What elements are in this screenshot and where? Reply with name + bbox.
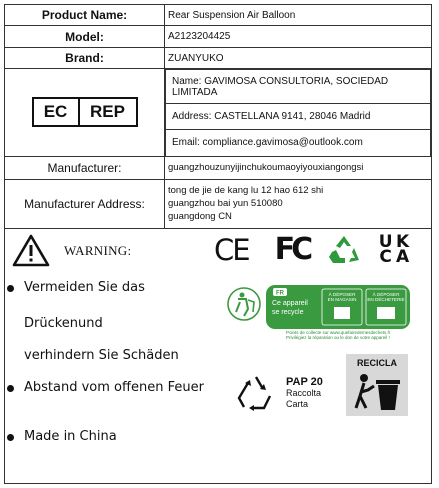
brand-value: ZUANYUKO (165, 48, 432, 69)
recicla-mark (346, 354, 408, 416)
warning-line-1: Vermeiden Sie das (24, 280, 145, 295)
manufacturer-address-label: Manufacturer Address: (5, 179, 165, 228)
ce-mark: CE (214, 232, 249, 267)
address-line: guangzhou bai yun 510080 (168, 198, 283, 209)
triman-box2-line1: À DÉPOSER (372, 292, 400, 297)
ukca-letter: C (379, 246, 392, 267)
rep-name: Name: GAVIMOSA CONSULTORIA, SOCIEDAD LIMITADA (166, 70, 431, 104)
product-name-label: Product Name: (5, 5, 165, 26)
triman-text-2: se recycle (272, 309, 304, 316)
ec-rep-cell (5, 69, 165, 157)
manufacturer-address-value (165, 179, 432, 228)
model-label: Model: (5, 26, 165, 48)
product-name-value: Rear Suspension Air Balloon (165, 5, 432, 26)
brand-label: Brand: (5, 48, 165, 69)
model-value: A2123204425 (165, 26, 432, 48)
bullet (7, 285, 14, 292)
pap20-mark (236, 374, 323, 412)
ukca-letter: U (378, 231, 393, 252)
triman-fr: FR (276, 290, 284, 297)
manufacturer-value: guangzhouzunyijinchukoumaoyiyouxiangongsi (165, 156, 432, 179)
triman-box1-line2: EN MAGASIN (327, 297, 357, 302)
triman-text-1: Ce appareil (272, 300, 308, 307)
triman-box2-line2: EN DÉCHETERIE (367, 297, 405, 302)
pap20-code: PAP 20 (286, 376, 323, 388)
pap20-text (286, 376, 323, 410)
triman-box1-line1: À DÉPOSER (328, 292, 356, 297)
warning-line-2: Drückenund (24, 316, 103, 331)
rep-text: REP (90, 102, 125, 122)
fcc-mark: FC (274, 232, 310, 267)
recycle-triangle-icon (236, 374, 276, 412)
ukca-letter: A (396, 246, 410, 267)
warning-header (12, 234, 131, 267)
made-in-china: Made in China (24, 429, 117, 444)
bin-person-icon (346, 354, 408, 416)
ukca-mark (377, 231, 411, 267)
ukca-letter: K (396, 231, 410, 252)
ec-text: EC (34, 99, 80, 125)
bullet (7, 385, 14, 392)
recicla-text: RECICLA (357, 358, 397, 368)
triman-fine-line: Points de collecte sur www.quefairedemesdechets.fr (286, 330, 391, 335)
rep-email: Email: compliance.gavimosa@outlook.com (166, 130, 431, 156)
pap20-line: Raccolta (286, 388, 322, 398)
address-line: tong de jie de kang lu 12 hao 612 shi (168, 185, 324, 196)
warning-section (4, 226, 432, 484)
pap20-line: Carta (286, 399, 309, 409)
bullet (7, 434, 14, 441)
ec-rep-details (165, 69, 432, 157)
certification-marks (214, 232, 411, 267)
warning-triangle-icon (12, 234, 50, 267)
product-info-table (4, 4, 432, 229)
manufacturer-label: Manufacturer: (5, 156, 165, 179)
warning-line-3: verhindern Sie Schäden (24, 348, 179, 363)
ec-rep-symbol (32, 97, 138, 127)
warning-title: WARNING: (64, 242, 132, 258)
recycle-icon (327, 234, 361, 266)
triman-fine-print (286, 330, 416, 340)
triman-fine-line: Privilégiez la réparation ou le don de votre appareil ! (286, 335, 390, 340)
rep-address: Address: CASTELLANA 9141, 28046 Madrid (166, 104, 431, 130)
address-line: guangdong CN (168, 211, 232, 222)
warning-line-4: Abstand vom offenen Feuer (24, 380, 204, 395)
